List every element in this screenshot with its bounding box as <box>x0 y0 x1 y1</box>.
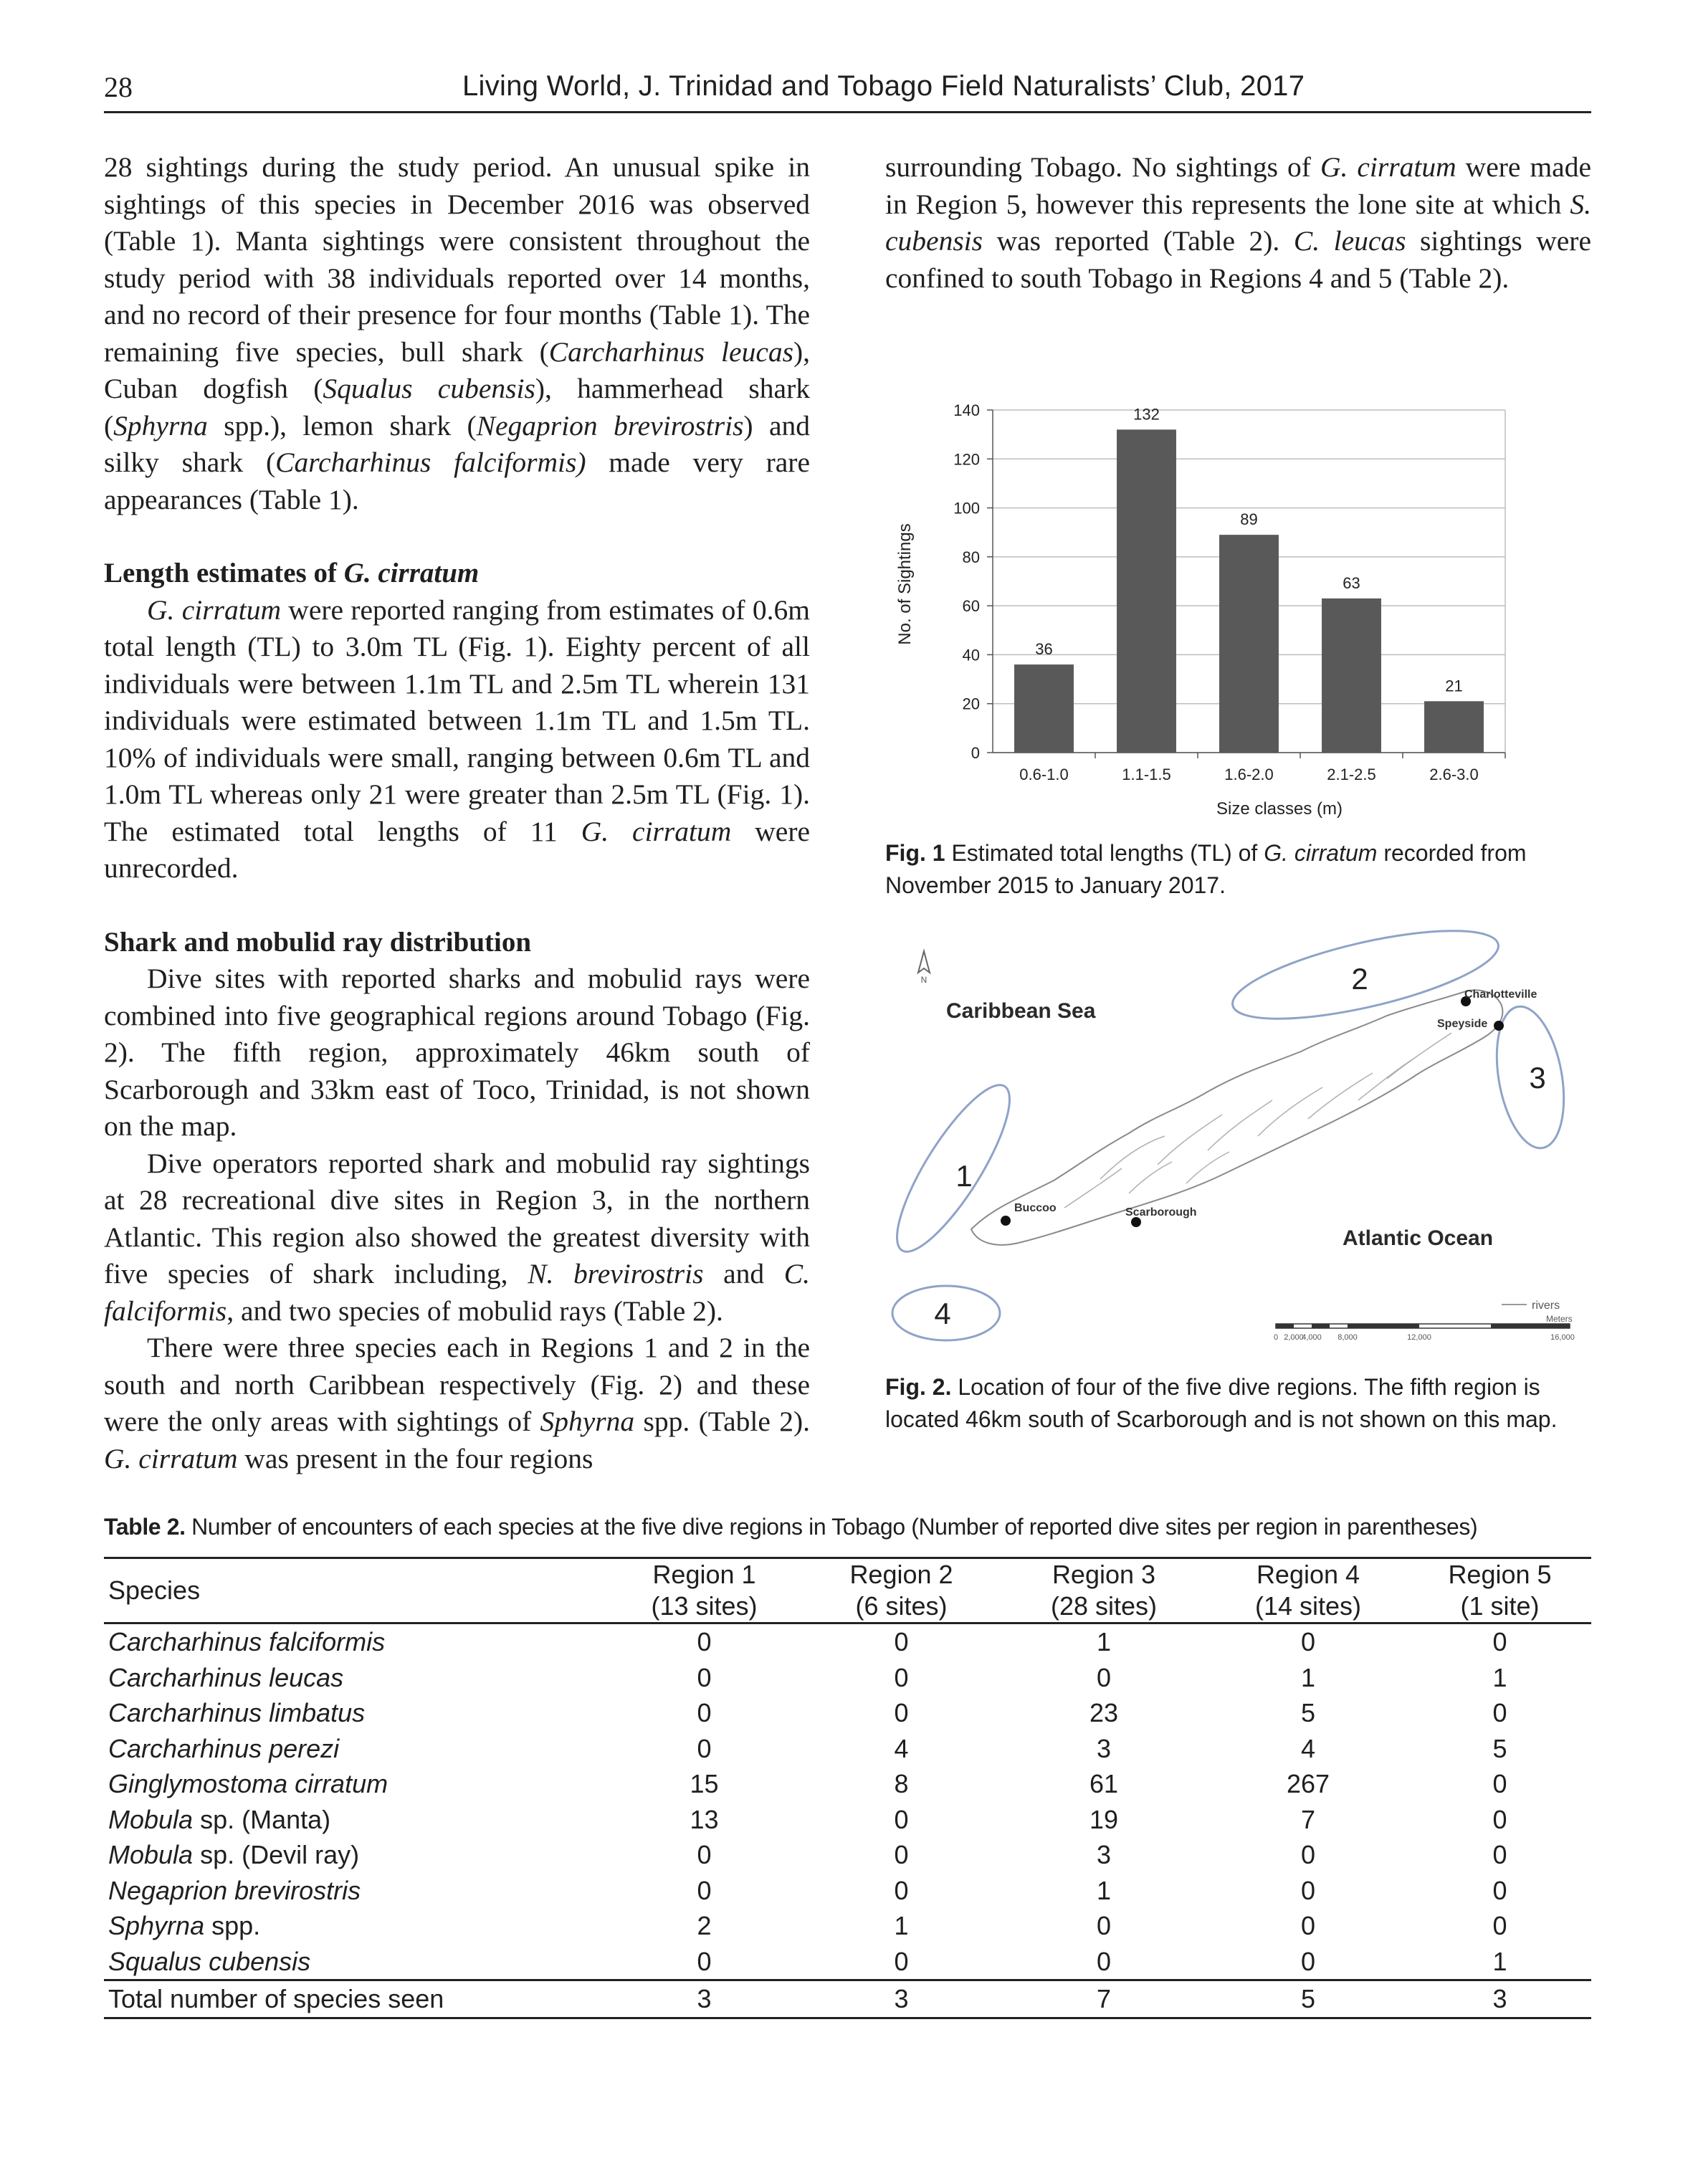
count-cell: 4 <box>1300 1733 1316 1763</box>
bar-value-label: 63 <box>1343 573 1360 592</box>
total-cell: 5 <box>1208 1980 1408 2018</box>
atlantic-ocean-label: Atlantic Ocean <box>1343 1226 1494 1250</box>
paragraph-tobago: surrounding Tobago. No sightings of G. cirratum were made in Region 5, however this represents the lone site at which S. cubensis was reported (Table 2). C. leucas sightings were confined to south Tobago in Regions 4 and 5 (Table 2). <box>885 151 1591 294</box>
count-cell: 19 <box>1089 1804 1119 1834</box>
count-cell: 0 <box>894 1698 909 1727</box>
page-number: 28 <box>104 71 133 103</box>
right-column <box>885 149 1591 297</box>
table2 <box>104 1557 1591 2019</box>
species-cell: Squalus cubensis <box>108 1946 311 1976</box>
total-label: Total number of species seen <box>104 1980 606 2018</box>
svg-text:Charlotteville: Charlotteville <box>1464 988 1537 1001</box>
bar-value-label: 36 <box>1035 640 1053 659</box>
species-cell: Carcharhinus limbatus <box>108 1698 366 1727</box>
legend-rivers-label: rivers <box>1532 1300 1560 1312</box>
town-scarborough <box>1125 1206 1197 1227</box>
region-3-label: 3 <box>1529 1061 1546 1095</box>
count-cell: 7 <box>1300 1804 1316 1834</box>
species-cell: Carcharhinus falciformis <box>108 1627 386 1656</box>
x-tick-label: 2.6-3.0 <box>1429 766 1479 783</box>
caribbean-sea-label: Caribbean Sea <box>946 999 1096 1023</box>
count-cell: 1 <box>1096 1875 1112 1905</box>
count-cell: 0 <box>697 1946 712 1976</box>
count-cell: 1 <box>1300 1662 1316 1692</box>
fig2-caption: Fig. 2. Location of four of the five dive regions. The fifth region is located 46km south of Scarborough and is not shown on this map. <box>885 1374 1558 1432</box>
species-cell: Ginglymostoma cirratum <box>108 1769 388 1798</box>
count-cell: 0 <box>1096 1946 1112 1976</box>
x-tick-label: 0.6-1.0 <box>1019 766 1069 783</box>
table-row <box>104 1623 1591 1660</box>
total-cell: 3 <box>1408 1980 1591 2018</box>
count-cell: 0 <box>894 1662 909 1692</box>
count-cell: 0 <box>1492 1769 1507 1798</box>
y-tick-label: 80 <box>962 548 980 566</box>
svg-text:Scarborough: Scarborough <box>1125 1206 1197 1219</box>
table-row <box>104 1731 1591 1767</box>
total-cell: 7 <box>1000 1980 1208 2018</box>
region-sites: (13 sites) <box>606 1591 803 1623</box>
count-cell: 3 <box>1096 1733 1112 1763</box>
scale-bar <box>1274 1324 1575 1342</box>
section-heading-distribution: Shark and mobulid ray distribution <box>104 926 532 958</box>
count-cell: 0 <box>1492 1627 1507 1656</box>
count-cell: 0 <box>697 1627 712 1656</box>
count-cell: 0 <box>697 1840 712 1869</box>
total-cell: 3 <box>803 1980 1000 2018</box>
paragraph-region3: Dive operators reported shark and mobulid ray sightings at 28 recreational dive sites in Region 3, in the northern Atlantic. This region also showed the greatest diversity with five species of shark including, N. brevirostris and C. falciformis, and two species of mobulid rays (Table 2). <box>104 1147 811 1327</box>
species-header: Species <box>104 1558 606 1623</box>
y-tick-label: 40 <box>962 646 980 664</box>
header-rule <box>104 111 1591 113</box>
count-cell: 15 <box>690 1769 719 1798</box>
bar-value-label: 21 <box>1445 677 1463 695</box>
table-row <box>104 1908 1591 1944</box>
count-cell: 0 <box>1492 1698 1507 1727</box>
region-sites: (14 sites) <box>1208 1591 1408 1623</box>
section-heading-length: Length estimates of G. cirratum <box>104 558 480 588</box>
count-cell: 8 <box>894 1769 909 1798</box>
length-bar-chart <box>885 380 1591 828</box>
table-row <box>104 1837 1591 1873</box>
svg-text:Speyside: Speyside <box>1437 1018 1488 1030</box>
fig1-caption: Fig. 1 Estimated total lengths (TL) of G. cirratum recorded from November 2015 to January 2017. <box>885 840 1527 898</box>
region-4-label: 4 <box>934 1297 951 1330</box>
table-row <box>104 1873 1591 1909</box>
table-row <box>104 1660 1591 1696</box>
count-cell: 61 <box>1089 1769 1119 1798</box>
count-cell: 0 <box>1096 1662 1112 1692</box>
bar <box>1117 429 1176 753</box>
chart-y-label: No. of Sightings <box>895 523 915 645</box>
table-row <box>104 1944 1591 1980</box>
count-cell: 1 <box>1492 1946 1507 1976</box>
count-cell: 0 <box>1300 1911 1316 1940</box>
table-row <box>104 1695 1591 1731</box>
count-cell: 13 <box>690 1804 719 1834</box>
scale-tick-label: 0 <box>1273 1333 1279 1342</box>
journal-header: Living World, J. Trinidad and Tobago Field Naturalists’ Club, 2017 <box>462 70 1305 102</box>
species-cell: Carcharhinus perezi <box>108 1733 340 1763</box>
count-cell: 0 <box>1300 1840 1316 1869</box>
species-cell: Mobula sp. (Devil ray) <box>108 1840 360 1869</box>
legend-meters-label: Meters <box>1546 1314 1573 1324</box>
count-cell: 0 <box>1300 1627 1316 1656</box>
region-header: Region 5 <box>1408 1558 1591 1591</box>
count-cell: 23 <box>1089 1698 1119 1727</box>
bar <box>1424 701 1484 753</box>
count-cell: 0 <box>1492 1804 1507 1834</box>
species-cell: Carcharhinus leucas <box>108 1662 344 1692</box>
count-cell: 0 <box>1300 1875 1316 1905</box>
bar <box>1219 535 1279 753</box>
count-cell: 0 <box>697 1733 712 1763</box>
bar <box>1014 664 1074 753</box>
x-tick-label: 1.6-2.0 <box>1224 766 1274 783</box>
y-tick-label: 100 <box>953 499 980 518</box>
count-cell: 0 <box>894 1875 909 1905</box>
north-arrow-icon <box>918 951 930 985</box>
count-cell: 0 <box>1492 1911 1507 1940</box>
scale-tick-label: 16,000 <box>1550 1333 1575 1342</box>
total-row <box>104 1980 1591 2018</box>
species-cell: Negaprion brevirostris <box>108 1875 361 1905</box>
region-1-label: 1 <box>955 1159 973 1193</box>
x-tick-label: 1.1-1.5 <box>1122 766 1171 783</box>
map-legend <box>1502 1300 1573 1324</box>
region-header: Region 1 <box>606 1558 803 1591</box>
table-body <box>104 1623 1591 2018</box>
table2-caption: Table 2. Number of encounters of each species at the five dive regions in Tobago (Number of reported dive sites per region in parentheses) <box>104 1514 1478 1540</box>
total-cell: 3 <box>606 1980 803 2018</box>
scale-tick-label: 8,000 <box>1337 1333 1358 1342</box>
paragraph-regions-1-2: There were three species each in Regions 1 and 2 in the south and north Caribbean respectively (Fig. 2) and these were the only areas with sightings of Sphyrna spp. (Table 2). G. cirratum was present in the four regions <box>104 1332 811 1474</box>
count-cell: 0 <box>1300 1946 1316 1976</box>
table-row <box>104 1802 1591 1838</box>
count-cell: 0 <box>1096 1911 1112 1940</box>
bar-value-label: 89 <box>1240 510 1258 529</box>
count-cell: 4 <box>894 1733 909 1763</box>
chart-bars <box>1014 405 1484 753</box>
y-tick-label: 20 <box>962 695 980 713</box>
count-cell: 1 <box>1492 1662 1507 1692</box>
tobago-map <box>885 921 1591 1358</box>
paragraph-sightings: 28 sightings during the study period. An unusual spike in sightings of this species in December 2016 was observed (Table 1). Manta sightings were consistent throughout the study period with 38 individuals reported over 14 months, and no record of their presence for four months (Table 1). The remaining five species, bull shark (Carcharhinus leucas), Cuban dogfish (Squalus cubensis), hammerhead shark (Sphyrna spp.), lemon shark (Negaprion brevirostris) and silky shark (Carcharhinus falciformis) made very rare appearances (Table 1). <box>104 151 811 515</box>
count-cell: 1 <box>1096 1627 1112 1656</box>
count-cell: 0 <box>894 1627 909 1656</box>
count-cell: 0 <box>894 1946 909 1976</box>
region-header: Region 4 <box>1208 1558 1408 1591</box>
paragraph-length: G. cirratum were reported ranging from estimates of 0.6m total length (TL) to 3.0m TL (Fig. 1). Eighty percent of all individuals were between 1.1m TL and 2.5m TL wherein 131 individuals were estimated between 1.1m TL and 1.5m TL. 10% of individuals were small, ranging between 0.6m TL and 1.0m TL whereas only 21 were greater than 2.5m TL (Fig. 1). The estimated total lengths of 11 G. cirratum were unrecorded. <box>104 593 811 884</box>
count-cell: 0 <box>697 1698 712 1727</box>
count-cell: 1 <box>894 1911 909 1940</box>
region-sites: (6 sites) <box>803 1591 1000 1623</box>
count-cell: 267 <box>1286 1769 1330 1798</box>
y-tick-label: 140 <box>953 401 980 419</box>
region-4-ellipse <box>892 1286 1000 1340</box>
left-column <box>104 149 810 1477</box>
species-cell: Sphyrna spp. <box>108 1911 261 1940</box>
table-row <box>104 1766 1591 1802</box>
count-cell: 0 <box>1492 1875 1507 1905</box>
y-tick-label: 120 <box>953 450 980 469</box>
y-tick-label: 60 <box>962 597 980 616</box>
count-cell: 0 <box>1492 1840 1507 1869</box>
count-cell: 0 <box>697 1875 712 1905</box>
svg-text:Buccoo: Buccoo <box>1014 1202 1057 1214</box>
region-header: Region 3 <box>1000 1558 1208 1591</box>
scale-tick-label: 4,000 <box>1302 1333 1322 1342</box>
paragraph-regions: Dive sites with reported sharks and mobulid rays were combined into five geographical regions around Tobago (Fig. 2). The fifth region, approximately 46km south of Scarborough and 33km east of Toco, Trinidad, is not shown on the map. <box>104 963 810 1142</box>
count-cell: 3 <box>1096 1840 1112 1869</box>
bar <box>1322 599 1381 753</box>
count-cell: 5 <box>1300 1698 1316 1727</box>
count-cell: 2 <box>697 1911 712 1940</box>
region-sites: (28 sites) <box>1000 1591 1208 1623</box>
x-tick-label: 2.1-2.5 <box>1327 766 1376 783</box>
count-cell: 0 <box>697 1662 712 1692</box>
region-2-label: 2 <box>1351 962 1368 996</box>
region-header: Region 2 <box>803 1558 1000 1591</box>
count-cell: 0 <box>894 1804 909 1834</box>
species-cell: Mobula sp. (Manta) <box>108 1804 331 1834</box>
y-tick-label: 0 <box>971 744 980 762</box>
count-cell: 5 <box>1492 1733 1507 1763</box>
region-sites: (1 site) <box>1408 1591 1591 1623</box>
north-label: N <box>920 975 928 985</box>
count-cell: 0 <box>894 1840 909 1869</box>
scale-tick-label: 12,000 <box>1407 1333 1431 1342</box>
chart-x-label: Size classes (m) <box>1216 799 1343 819</box>
bar-value-label: 132 <box>1133 405 1160 424</box>
scale-tick-label: 2,000 <box>1284 1333 1304 1342</box>
